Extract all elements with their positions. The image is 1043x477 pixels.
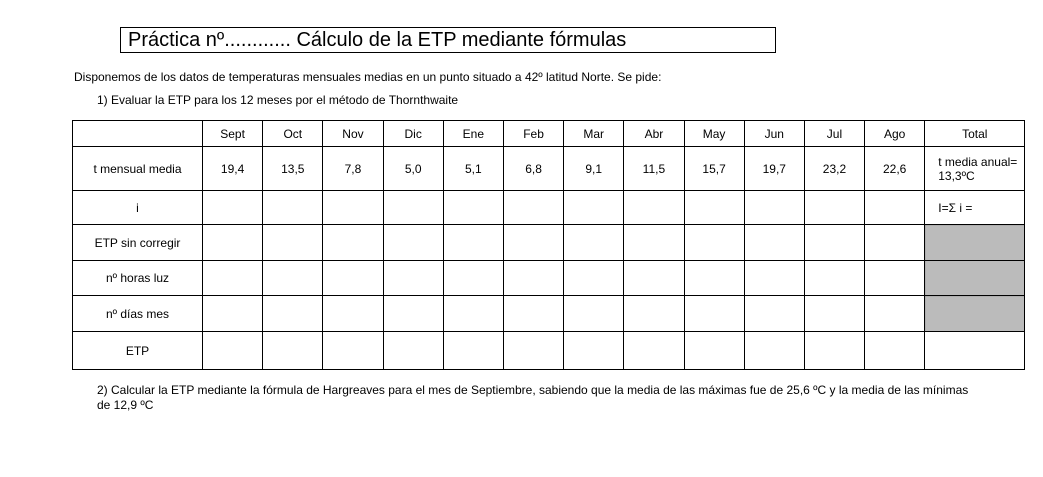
empty-cell: [804, 261, 864, 296]
shaded-total-cell: [925, 261, 1025, 296]
header-row: [73, 121, 1025, 147]
empty-cell: [503, 332, 563, 370]
etp-table: [72, 120, 1025, 370]
empty-cell: [443, 225, 503, 261]
row-label: nº días mes: [73, 296, 203, 332]
empty-cell: [263, 332, 323, 370]
empty-cell: [383, 191, 443, 225]
month-header: May: [684, 121, 744, 147]
shaded-total-cell: [925, 296, 1025, 332]
empty-cell: [624, 296, 684, 332]
empty-cell: [564, 296, 624, 332]
row-label: ETP: [73, 332, 203, 370]
temperature-cell: 19,4: [203, 147, 263, 191]
empty-cell: [383, 261, 443, 296]
month-header: Sept: [203, 121, 263, 147]
empty-cell: [503, 296, 563, 332]
empty-cell: [684, 191, 744, 225]
empty-cell: [503, 225, 563, 261]
i-row: [73, 191, 1025, 225]
corner-cell: [73, 121, 203, 147]
empty-cell: [564, 225, 624, 261]
empty-cell: [323, 296, 383, 332]
temperature-cell: 5,1: [443, 147, 503, 191]
horas-luz-row: [73, 261, 1025, 296]
question-2: 2) Calcular la ETP mediante la fórmula de Hargreaves para el mes de Septiembre, sabiendo que la media de las máximas fue de 25,6 ºC y la media de las mínimas de 12,9 ºC: [97, 383, 969, 412]
empty-cell: [684, 332, 744, 370]
temperature-cell: 23,2: [804, 147, 864, 191]
shaded-total-cell: [925, 225, 1025, 261]
empty-cell: [564, 261, 624, 296]
intro-text: Disponemos de los datos de temperaturas mensuales medias en un punto situado a 42º latitud Norte. Se pide:: [74, 70, 662, 84]
empty-cell: [443, 191, 503, 225]
month-header: Abr: [624, 121, 684, 147]
empty-cell: [744, 225, 804, 261]
empty-cell: [443, 332, 503, 370]
dias-mes-row: [73, 296, 1025, 332]
empty-cell: [744, 296, 804, 332]
empty-cell: [624, 191, 684, 225]
empty-cell: [263, 191, 323, 225]
temperature-cell: 5,0: [383, 147, 443, 191]
row-label: i: [73, 191, 203, 225]
empty-cell: [503, 191, 563, 225]
temperature-row: [73, 147, 1025, 191]
empty-cell: [865, 332, 925, 370]
empty-cell: [684, 225, 744, 261]
annual-mean-label: t media anual=: [938, 154, 1018, 169]
empty-cell: [865, 261, 925, 296]
temperature-cell: 7,8: [323, 147, 383, 191]
empty-cell: [744, 261, 804, 296]
empty-cell: [865, 225, 925, 261]
month-header: Ene: [443, 121, 503, 147]
empty-cell: [323, 225, 383, 261]
empty-cell: [564, 332, 624, 370]
temperature-cell: 15,7: [684, 147, 744, 191]
temperature-cell: 22,6: [865, 147, 925, 191]
empty-cell: [804, 191, 864, 225]
temperature-cell: 11,5: [624, 147, 684, 191]
empty-cell: [263, 225, 323, 261]
empty-cell: [383, 225, 443, 261]
empty-cell: [383, 296, 443, 332]
month-header: Ago: [865, 121, 925, 147]
month-header: Mar: [564, 121, 624, 147]
empty-cell: [203, 191, 263, 225]
empty-cell: [503, 261, 563, 296]
empty-cell: [925, 332, 1025, 370]
month-header: Nov: [323, 121, 383, 147]
empty-cell: [804, 296, 864, 332]
etp-row: [73, 332, 1025, 370]
annual-mean-value: 13,3ºC: [938, 168, 975, 183]
temperature-cell: 19,7: [744, 147, 804, 191]
empty-cell: [383, 332, 443, 370]
empty-cell: [203, 296, 263, 332]
page-title: Práctica nº............ Cálculo de la ETP mediante fórmulas: [120, 27, 776, 53]
sum-i-cell: I=Σ i =: [925, 191, 1025, 225]
empty-cell: [323, 191, 383, 225]
temperature-cell: 13,5: [263, 147, 323, 191]
row-label: nº horas luz: [73, 261, 203, 296]
annual-mean-cell: [925, 147, 1025, 191]
empty-cell: [263, 296, 323, 332]
temperature-cell: 9,1: [564, 147, 624, 191]
empty-cell: [865, 191, 925, 225]
month-header: Feb: [503, 121, 563, 147]
empty-cell: [203, 225, 263, 261]
empty-cell: [203, 332, 263, 370]
empty-cell: [443, 261, 503, 296]
empty-cell: [323, 261, 383, 296]
question-1: 1) Evaluar la ETP para los 12 meses por el método de Thornthwaite: [97, 93, 459, 107]
empty-cell: [744, 191, 804, 225]
etp-sin-corregir-row: [73, 225, 1025, 261]
empty-cell: [684, 296, 744, 332]
row-label: ETP sin corregir: [73, 225, 203, 261]
empty-cell: [263, 261, 323, 296]
row-label: t mensual media: [73, 147, 203, 191]
month-header: Jul: [804, 121, 864, 147]
empty-cell: [804, 225, 864, 261]
empty-cell: [443, 296, 503, 332]
empty-cell: [865, 296, 925, 332]
month-header: Jun: [744, 121, 804, 147]
empty-cell: [564, 191, 624, 225]
empty-cell: [624, 332, 684, 370]
empty-cell: [323, 332, 383, 370]
month-header: Dic: [383, 121, 443, 147]
empty-cell: [624, 225, 684, 261]
empty-cell: [744, 332, 804, 370]
empty-cell: [684, 261, 744, 296]
empty-cell: [203, 261, 263, 296]
empty-cell: [624, 261, 684, 296]
empty-cell: [804, 332, 864, 370]
total-header: Total: [925, 121, 1025, 147]
month-header: Oct: [263, 121, 323, 147]
temperature-cell: 6,8: [503, 147, 563, 191]
